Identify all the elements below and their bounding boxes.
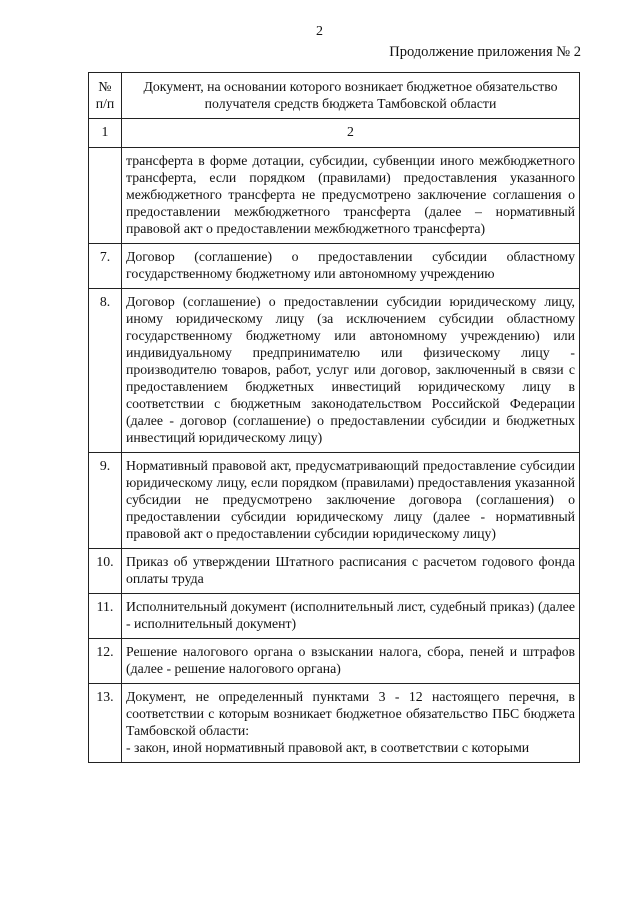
row-number: 9. <box>89 453 122 549</box>
row-document-text: Договор (соглашение) о предоставлении субсидии юридическому лицу, иному юридическому лицу (за исключением субсидии областному государственному бюджетному или автономному учреждению) или индивидуальному предпринимателю или физическому лицу - производителю товаров, работ, услуг или договор, заключенный в связи с предоставлением бюджетных инвестиций юридическому лицу в соответствии с бюджетным законодательством Российской Федерации (далее - договор (соглашение) о предоставлении субсидии и бюджетных инвестиций юридическому лицу) <box>122 289 580 453</box>
row-number: 8. <box>89 289 122 453</box>
row-document-text: Решение налогового органа о взыскании налога, сбора, пеней и штрафов (далее - решение налогового органа) <box>122 639 580 684</box>
table-row <box>89 289 580 453</box>
table-row <box>89 453 580 549</box>
row-number: 10. <box>89 549 122 594</box>
table-row <box>89 148 580 244</box>
header-number: № п/п <box>89 73 122 119</box>
row-number <box>89 148 122 244</box>
table-row <box>89 684 580 763</box>
header-document: Документ, на основании которого возникает бюджетное обязательство получателя средств бюджета Тамбовской области <box>122 73 580 119</box>
table-row <box>89 594 580 639</box>
row-document-text: Нормативный правовой акт, предусматривающий предоставление субсидии юридическому лицу, если порядком (правилами) предоставления указанной субсидии не предусмотрено заключение договора (соглашения) о предоставлении субсидии юридическому лицу (далее - нормативный правовой акт о предоставлении субсидии юридическому лицу) <box>122 453 580 549</box>
row-document-text: Документ, не определенный пунктами 3 - 12 настоящего перечня, в соответствии с которым возникает бюджетное обязательство ПБС бюджета Тамбовской области: - закон, иной нормативный правовой акт, в соответствии с которыми <box>122 684 580 763</box>
column-index-row <box>89 119 580 148</box>
table-header-row <box>89 73 580 119</box>
documents-table <box>88 72 580 763</box>
table-row <box>89 549 580 594</box>
row-number: 13. <box>89 684 122 763</box>
row-number: 11. <box>89 594 122 639</box>
column-index-2: 2 <box>122 119 580 148</box>
table-row <box>89 639 580 684</box>
row-document-text: Исполнительный документ (исполнительный лист, судебный приказ) (далее - исполнительный документ) <box>122 594 580 639</box>
row-number: 12. <box>89 639 122 684</box>
column-index-1: 1 <box>89 119 122 148</box>
row-document-text: Приказ об утверждении Штатного расписания с расчетом годового фонда оплаты труда <box>122 549 580 594</box>
row-document-text: Договор (соглашение) о предоставлении субсидии областному государственному бюджетному или автономному учреждению <box>122 244 580 289</box>
row-number: 7. <box>89 244 122 289</box>
row-document-text: трансферта в форме дотации, субсидии, субвенции иного межбюджетного трансферта, если порядком (правилами) предоставления указанного межбюджетного трансферта не предусмотрено заключение соглашения о предоставлении межбюджетного трансферта (далее – нормативный правовой акт о предоставлении межбюджетного трансферта) <box>122 148 580 244</box>
table-row <box>89 244 580 289</box>
appendix-continuation-label: Продолжение приложения № 2 <box>389 44 581 60</box>
page-number: 2 <box>316 24 323 39</box>
